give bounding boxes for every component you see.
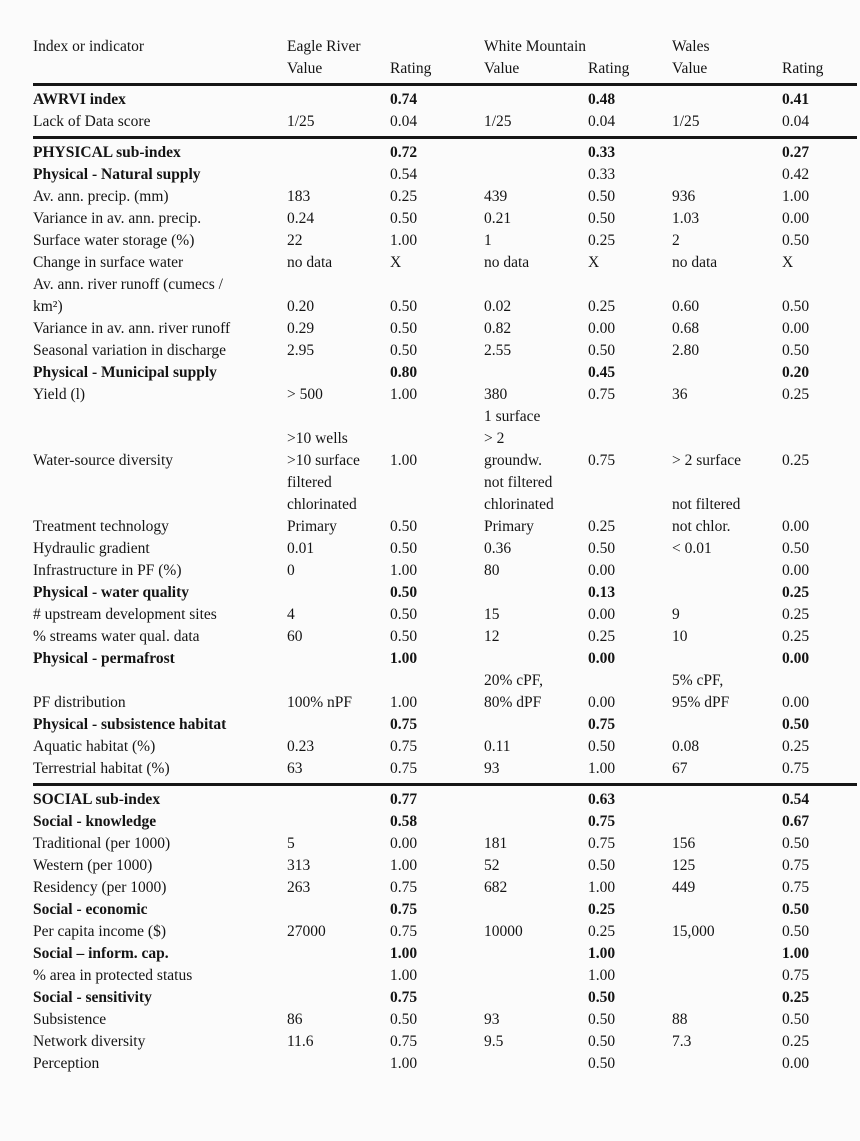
value-cell: 2.80: [672, 342, 700, 359]
table-row: [33, 340, 860, 362]
table-row: [33, 789, 860, 811]
rating-cell: 0.04: [390, 113, 418, 130]
rating-cell: 0.48: [588, 91, 616, 108]
rating-cell: 0.50: [390, 298, 418, 315]
rating-cell: 0.50: [782, 1011, 810, 1028]
row-label: Variance in av. ann. river runoff: [33, 320, 231, 337]
row-label: SOCIAL sub-index: [33, 791, 161, 808]
rating-cell: 0.50: [782, 232, 810, 249]
row-label: % streams water qual. data: [33, 628, 200, 645]
rating-cell: 0.50: [588, 210, 616, 227]
row-label: Residency (per 1000): [33, 879, 167, 896]
rating-cell: 0.25: [782, 738, 810, 755]
indicator-table: [33, 36, 860, 1075]
value-cell: Primary: [287, 518, 337, 535]
rating-cell: 0.50: [390, 320, 418, 337]
row-label: Western (per 1000): [33, 857, 153, 874]
rating-cell: 0.54: [782, 791, 810, 808]
row-label: Physical - Municipal supply: [33, 364, 217, 381]
table-row: [33, 899, 860, 921]
row-label: PHYSICAL sub-index: [33, 144, 181, 161]
rating-cell: 0.50: [782, 342, 810, 359]
value-cell: 60: [287, 628, 303, 645]
table-body: [33, 89, 860, 1075]
row-label: Physical - Natural supply: [33, 166, 201, 183]
table-row: [33, 560, 860, 582]
value-cell: 10000: [484, 923, 523, 940]
row-label: Subsistence: [33, 1011, 107, 1028]
rating-cell: 0.77: [390, 791, 418, 808]
value-cell: 0.20: [287, 298, 315, 315]
value-cell: 0.23: [287, 738, 315, 755]
value-cell: 1/25: [287, 113, 315, 130]
rating-cell: 1.00: [390, 967, 418, 984]
rating-cell: 0.50: [588, 540, 616, 557]
row-label: PF distribution: [33, 694, 126, 711]
value-cell: 1/25: [672, 113, 700, 130]
rating-cell: 0.50: [782, 298, 810, 315]
value-cell: 5: [287, 835, 295, 852]
value-cell: 439: [484, 188, 508, 205]
rating-cell: 0.58: [390, 813, 418, 830]
rating-cell: 0.50: [782, 901, 810, 918]
value-column-header: Value: [287, 60, 323, 77]
table-row: [33, 582, 860, 604]
table-row: [33, 89, 860, 111]
value-cell: 0.08: [672, 738, 700, 755]
row-label: Variance in av. ann. precip.: [33, 210, 202, 227]
rating-cell: 1.00: [588, 879, 616, 896]
rating-cell: 0.25: [588, 518, 616, 535]
table-row: [33, 877, 860, 899]
rating-cell: 0.25: [782, 1033, 810, 1050]
rating-cell: 0.41: [782, 91, 810, 108]
table-row: [33, 604, 860, 626]
rating-cell: 0.75: [390, 738, 418, 755]
rating-cell: 1.00: [588, 967, 616, 984]
value-cell: 1: [484, 232, 492, 249]
rating-cell: 0.50: [390, 342, 418, 359]
row-label: AWRVI index: [33, 91, 126, 108]
rating-cell: 0.50: [588, 989, 616, 1006]
rating-cell: 0.04: [588, 113, 616, 130]
table-row: [33, 1031, 860, 1053]
rating-cell: 0.33: [588, 166, 616, 183]
rating-cell: 0.75: [390, 1033, 418, 1050]
row-label: Aquatic habitat (%): [33, 738, 156, 755]
row-label: Water-source diversity: [33, 452, 174, 469]
table-row: [33, 186, 860, 208]
value-cell: 22: [287, 232, 303, 249]
rating-cell: 0.50: [782, 716, 810, 733]
value-cell: 15: [484, 606, 500, 623]
value-cell: 181: [484, 835, 508, 852]
rating-cell: 0.25: [782, 584, 810, 601]
rating-cell: 0.75: [390, 716, 418, 733]
rating-cell: 0.75: [588, 386, 616, 403]
rating-cell: 0.25: [782, 606, 810, 623]
table-row: [33, 648, 860, 670]
section-rule: [33, 136, 857, 139]
rating-column-header: Rating: [782, 60, 824, 77]
row-label: Per capita income ($): [33, 923, 166, 940]
value-cell: 183: [287, 188, 311, 205]
rating-cell: 0.20: [782, 364, 810, 381]
row-label: Terrestrial habitat (%): [33, 760, 170, 777]
rating-cell: X: [588, 254, 600, 271]
rating-cell: 0.25: [588, 628, 616, 645]
rating-cell: 0.75: [782, 857, 810, 874]
rating-cell: 0.75: [588, 452, 616, 469]
rating-cell: 0.75: [782, 879, 810, 896]
rating-cell: 0.33: [588, 144, 616, 161]
row-label: Treatment technology: [33, 518, 169, 535]
row-label: Physical - permafrost: [33, 650, 175, 667]
table-row: [33, 965, 860, 987]
table-row: [33, 406, 860, 516]
rating-cell: 0.00: [588, 562, 616, 579]
rating-cell: 0.00: [588, 694, 616, 711]
value-cell: Primary: [484, 518, 534, 535]
value-cell: 80: [484, 562, 500, 579]
table-row: [33, 111, 860, 133]
row-label: Av. ann. river runoff (cumecs / km²): [33, 276, 223, 315]
rating-cell: 0.50: [588, 1055, 616, 1072]
section-rule: [33, 783, 857, 786]
rating-cell: 0.50: [390, 518, 418, 535]
rating-cell: 0.25: [588, 901, 616, 918]
value-cell: 936: [672, 188, 696, 205]
value-cell: 0.82: [484, 320, 512, 337]
row-label: Seasonal variation in discharge: [33, 342, 226, 359]
rating-cell: 0.50: [588, 342, 616, 359]
rating-cell: 0.50: [390, 628, 418, 645]
value-cell: 5% cPF, 95% dPF: [672, 672, 730, 711]
rating-cell: 0.72: [390, 144, 418, 161]
table-row: [33, 1053, 860, 1075]
row-label: Av. ann. precip. (mm): [33, 188, 169, 205]
rating-cell: 0.75: [782, 760, 810, 777]
rating-cell: 0.50: [390, 210, 418, 227]
rating-cell: 0.00: [782, 1055, 810, 1072]
value-cell: 449: [672, 879, 696, 896]
table-row: [33, 1009, 860, 1031]
value-cell: 52: [484, 857, 500, 874]
table-row: [33, 516, 860, 538]
rating-cell: 0.75: [588, 716, 616, 733]
rating-cell: 0.45: [588, 364, 616, 381]
value-cell: 10: [672, 628, 688, 645]
row-label: Perception: [33, 1055, 100, 1072]
rating-cell: 1.00: [588, 760, 616, 777]
row-label: Surface water storage (%): [33, 232, 195, 249]
value-cell: 11.6: [287, 1033, 314, 1050]
table-row: [33, 714, 860, 736]
rating-cell: 0.00: [782, 694, 810, 711]
value-cell: 20% cPF, 80% dPF: [484, 672, 544, 711]
rating-cell: 0.74: [390, 91, 418, 108]
value-cell: no data: [287, 254, 333, 271]
table-row: [33, 538, 860, 560]
rating-cell: 0.50: [588, 1011, 616, 1028]
rating-cell: 0.50: [390, 606, 418, 623]
table-header-group-row: [33, 36, 860, 58]
value-cell: >10 wells >10 surface filtered chlorinated: [287, 430, 360, 513]
rating-cell: 0.67: [782, 813, 810, 830]
value-cell: 0.02: [484, 298, 512, 315]
rating-cell: 0.25: [782, 452, 810, 469]
group-header-white-mountain: White Mountain: [484, 38, 587, 55]
table-row: [33, 274, 860, 318]
rating-cell: X: [390, 254, 402, 271]
rating-cell: 0.25: [588, 923, 616, 940]
table-row: [33, 811, 860, 833]
rating-cell: 0.80: [390, 364, 418, 381]
rating-cell: 0.75: [782, 967, 810, 984]
indicator-column-header: Index or indicator: [33, 38, 145, 55]
value-cell: 93: [484, 1011, 500, 1028]
value-cell: 86: [287, 1011, 303, 1028]
rating-cell: 1.00: [390, 945, 418, 962]
rating-column-header: Rating: [588, 60, 630, 77]
table-row: [33, 833, 860, 855]
value-cell: not chlor.: [672, 518, 731, 535]
group-header-eagle-river: Eagle River: [287, 38, 361, 55]
rating-cell: 1.00: [782, 945, 810, 962]
rating-cell: 1.00: [782, 188, 810, 205]
value-cell: 0.01: [287, 540, 315, 557]
rating-cell: 0.75: [390, 879, 418, 896]
value-cell: > 500: [287, 386, 323, 403]
rating-cell: 0.25: [390, 188, 418, 205]
row-label: Infrastructure in PF (%): [33, 562, 182, 579]
value-cell: 4: [287, 606, 295, 623]
rating-cell: 0.75: [390, 923, 418, 940]
value-cell: 0.11: [484, 738, 511, 755]
value-cell: 0.68: [672, 320, 700, 337]
value-cell: no data: [672, 254, 718, 271]
rating-cell: 0.50: [588, 1033, 616, 1050]
rating-cell: 0.00: [782, 320, 810, 337]
value-cell: 27000: [287, 923, 326, 940]
rating-cell: 0.50: [390, 540, 418, 557]
row-label: Network diversity: [33, 1033, 146, 1050]
row-label: Social – inform. cap.: [33, 945, 169, 962]
rating-cell: 0.00: [782, 562, 810, 579]
table-row: [33, 758, 860, 780]
rating-cell: 0.00: [390, 835, 418, 852]
value-cell: 682: [484, 879, 508, 896]
value-column-header: Value: [672, 60, 708, 77]
rating-cell: 1.00: [390, 452, 418, 469]
row-label: Change in surface water: [33, 254, 184, 271]
row-label: Social - sensitivity: [33, 989, 152, 1006]
rating-cell: 0.50: [782, 923, 810, 940]
value-cell: 63: [287, 760, 303, 777]
table-row: [33, 943, 860, 965]
rating-cell: 0.50: [390, 584, 418, 601]
rating-cell: 0.54: [390, 166, 418, 183]
row-label: Traditional (per 1000): [33, 835, 171, 852]
value-cell: 93: [484, 760, 500, 777]
rating-cell: 0.13: [588, 584, 616, 601]
value-cell: 2.95: [287, 342, 315, 359]
value-cell: 36: [672, 386, 688, 403]
rating-cell: 1.00: [390, 232, 418, 249]
rating-cell: 0.25: [782, 989, 810, 1006]
value-column-header: Value: [484, 60, 520, 77]
rating-cell: 0.00: [782, 518, 810, 535]
table-row: [33, 736, 860, 758]
rating-cell: 0.50: [588, 857, 616, 874]
row-label: Physical - subsistence habitat: [33, 716, 227, 733]
row-label: Lack of Data score: [33, 113, 151, 130]
rating-cell: 0.04: [782, 113, 810, 130]
value-cell: 313: [287, 857, 311, 874]
rating-cell: 0.00: [588, 650, 616, 667]
table-row: [33, 230, 860, 252]
value-cell: > 2 surface not filtered: [672, 452, 741, 513]
rating-cell: 1.00: [390, 857, 418, 874]
value-cell: 9: [672, 606, 680, 623]
table-row: [33, 208, 860, 230]
rating-cell: 1.00: [390, 386, 418, 403]
value-cell: 380: [484, 386, 508, 403]
rating-cell: 0.75: [390, 901, 418, 918]
rating-cell: 0.50: [782, 540, 810, 557]
table-row: [33, 362, 860, 384]
rating-cell: 1.00: [390, 650, 418, 667]
table-row: [33, 142, 860, 164]
value-cell: 263: [287, 879, 311, 896]
row-label: Social - economic: [33, 901, 148, 918]
row-label: Social - knowledge: [33, 813, 157, 830]
value-cell: 67: [672, 760, 688, 777]
value-cell: 0.24: [287, 210, 315, 227]
row-label: Physical - water quality: [33, 584, 189, 601]
table-row: [33, 921, 860, 943]
rating-cell: 0.27: [782, 144, 810, 161]
rating-cell: 0.25: [782, 628, 810, 645]
rating-cell: 0.75: [390, 760, 418, 777]
value-cell: 0.60: [672, 298, 700, 315]
rating-cell: 0.50: [588, 188, 616, 205]
table-row: [33, 855, 860, 877]
value-cell: 1/25: [484, 113, 512, 130]
row-label: % area in protected status: [33, 967, 193, 984]
table-row: [33, 384, 860, 406]
value-cell: 0: [287, 562, 295, 579]
rating-cell: 0.50: [390, 1011, 418, 1028]
table-row: [33, 252, 860, 274]
rating-cell: 1.00: [390, 1055, 418, 1072]
value-cell: 125: [672, 857, 696, 874]
rating-cell: 0.00: [588, 606, 616, 623]
rating-cell: 0.25: [588, 298, 616, 315]
table-row: [33, 670, 860, 714]
rating-cell: 0.75: [390, 989, 418, 1006]
table-row: [33, 626, 860, 648]
row-label: # upstream development sites: [33, 606, 217, 623]
value-cell: 2.55: [484, 342, 512, 359]
rating-cell: 0.00: [782, 650, 810, 667]
value-cell: 0.36: [484, 540, 512, 557]
value-cell: 15,000: [672, 923, 715, 940]
value-cell: 1 surface > 2 groundw. not filtered chlorinated: [484, 408, 554, 513]
rating-cell: 0.63: [588, 791, 616, 808]
value-cell: 0.29: [287, 320, 315, 337]
table-row: [33, 987, 860, 1009]
value-cell: 0.21: [484, 210, 512, 227]
rating-cell: 1.00: [390, 562, 418, 579]
rating-cell: 0.75: [588, 835, 616, 852]
rating-cell: 0.25: [782, 386, 810, 403]
rating-cell: 0.75: [588, 813, 616, 830]
rating-cell: 1.00: [390, 694, 418, 711]
header-rule: [33, 83, 857, 86]
value-cell: 1.03: [672, 210, 700, 227]
rating-cell: 0.50: [588, 738, 616, 755]
value-cell: 2: [672, 232, 680, 249]
row-label: Yield (l): [33, 386, 86, 403]
table-subheader-row: [33, 58, 860, 80]
value-cell: 88: [672, 1011, 688, 1028]
value-cell: no data: [484, 254, 530, 271]
value-cell: 9.5: [484, 1033, 504, 1050]
rating-cell: 0.00: [782, 210, 810, 227]
value-cell: < 0.01: [672, 540, 712, 557]
value-cell: 12: [484, 628, 500, 645]
table-row: [33, 318, 860, 340]
rating-cell: 0.50: [782, 835, 810, 852]
rating-cell: 0.00: [588, 320, 616, 337]
table-row: [33, 164, 860, 186]
rating-column-header: Rating: [390, 60, 432, 77]
rating-cell: 0.42: [782, 166, 810, 183]
rating-cell: 1.00: [588, 945, 616, 962]
value-cell: 100% nPF: [287, 694, 353, 711]
rating-cell: 0.25: [588, 232, 616, 249]
group-header-wales: Wales: [672, 38, 710, 55]
value-cell: 156: [672, 835, 696, 852]
rating-cell: X: [782, 254, 794, 271]
row-label: Hydraulic gradient: [33, 540, 150, 557]
value-cell: 7.3: [672, 1033, 692, 1050]
